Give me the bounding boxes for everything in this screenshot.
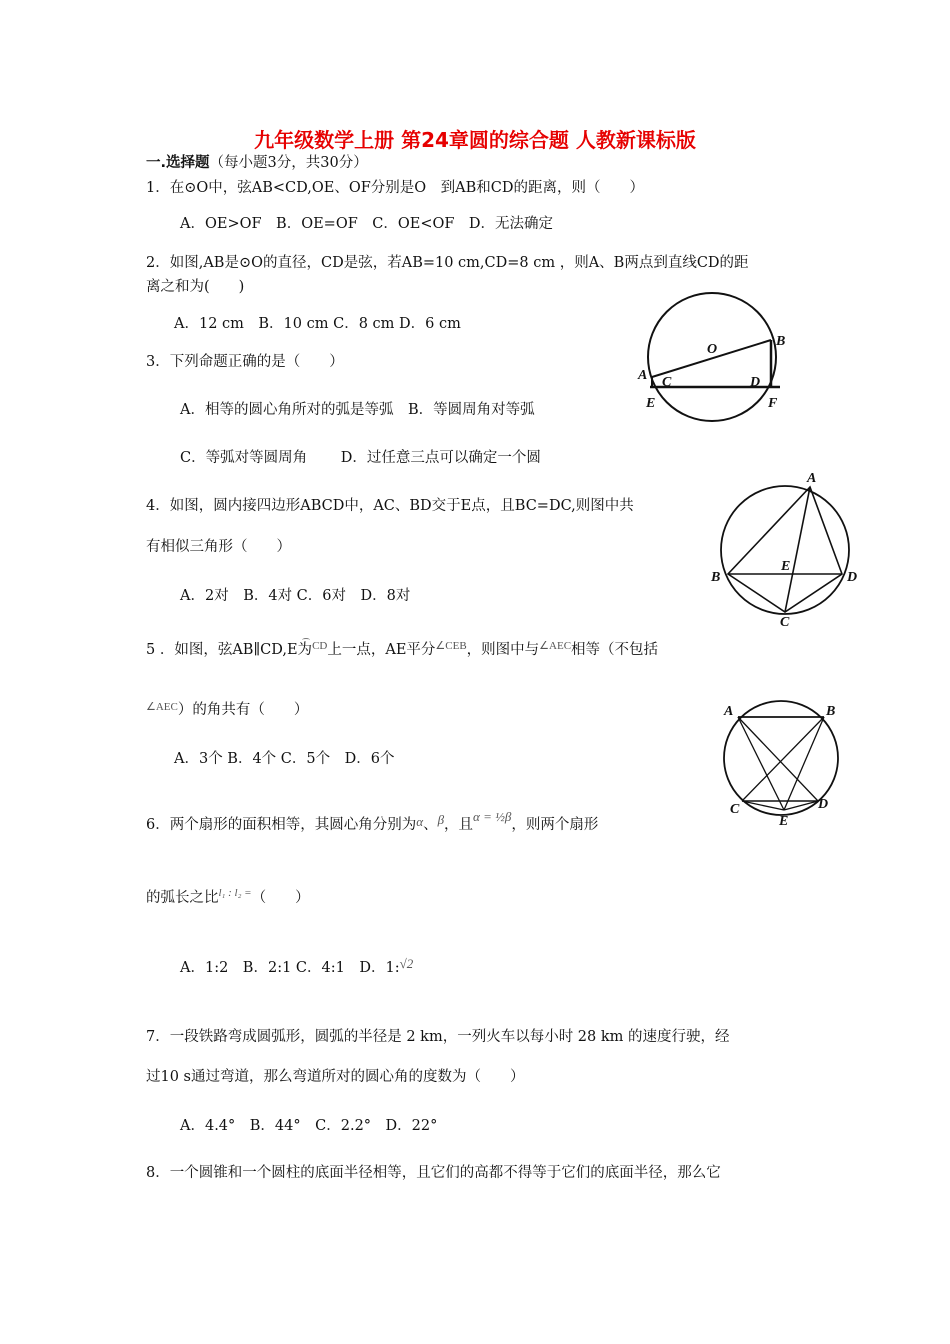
- section-note: （每小题3分，共30分）: [209, 155, 368, 171]
- fig4-label-b: B: [711, 570, 721, 585]
- fig5-label-d: D: [818, 797, 829, 812]
- q7-options: A．4.4° B．44° C．2.2° D．22°: [180, 1118, 438, 1134]
- q3-options-line1: A．相等的圆心角所对的弧是等弧 B．等圆周角对等弧: [180, 402, 535, 418]
- fig2-label-f: F: [768, 396, 778, 411]
- fig2-label-a: A: [638, 368, 648, 383]
- q5-stem-line2: [146, 700, 308, 721]
- q2-stem-line1: 2．如图,AB是⊙O的直径，CD是弦，若AB=10 cm,CD=8 cm ，则A、B两点到直线CD的距: [146, 255, 749, 271]
- fig2-label-c: C: [662, 375, 672, 390]
- q6-options-text: A．1:2 B．2:1 C．4:1 D．1:: [180, 960, 400, 976]
- q6-text-e: （ ）: [251, 890, 310, 906]
- q2-options: A．12 cm B．10 cm C．8 cm D．6 cm: [174, 316, 461, 332]
- fig4-label-d: D: [847, 570, 858, 585]
- q5-text-c: ，则图中与: [466, 642, 540, 658]
- fig4-quadrilateral: [728, 487, 842, 612]
- figure-q4-diagram: [705, 470, 865, 630]
- q4-options: A．2对 B．4对 C．6对 D．8对: [180, 588, 411, 604]
- fig4-diagonal-ac: [785, 487, 810, 612]
- q5-text-a: 5 ．如图，弦AB∥CD,E为: [146, 642, 313, 658]
- q4-stem-line1: 4．如图，圆内接四边形ABCD中，AC、BD交于E点，且BC=DC,则图中共: [146, 498, 634, 514]
- q5-angle-aec: ∠AEC: [539, 640, 572, 652]
- q6-relation: α = ½β: [473, 809, 512, 824]
- fig5-label-b: B: [826, 704, 836, 719]
- q6-options: [180, 958, 413, 978]
- q5-text-b: 上一点，AE平分: [327, 642, 436, 658]
- q5-angle-aec-2: ∠AEC: [146, 701, 178, 713]
- q5-arc-cd: CD: [312, 640, 327, 652]
- fig2-circle: [648, 293, 776, 421]
- q6-stem-line2: [146, 888, 310, 909]
- q4-stem-line2: 有相似三角形（ ）: [146, 539, 291, 555]
- fig2-label-o: O: [707, 342, 718, 357]
- q6-ratio: l₁ : l₂ =: [218, 887, 252, 899]
- arc-symbol-icon: [302, 638, 310, 642]
- q8-stem-line1: 8．一个圆锥和一个圆柱的底面半径相等，且它们的高都不得等于它们的底面半径，那么它: [146, 1165, 721, 1181]
- fig5-label-c: C: [730, 802, 740, 817]
- q7-stem-line2: 过10 s通过弯道，那么弯道所对的圆心角的度数为（ ）: [146, 1069, 525, 1085]
- fig4-label-c: C: [780, 615, 790, 630]
- fig5-line-ae: [738, 717, 784, 810]
- fig4-label-a: A: [807, 471, 817, 486]
- section-heading: 一.选择题: [146, 155, 210, 171]
- q6-text-a: 6．两个扇形的面积相等，其圆心角分别为: [146, 817, 417, 833]
- fig4-circle: [721, 486, 849, 614]
- q6-text-c: ，则两个扇形: [511, 817, 599, 833]
- fig2-label-e: E: [646, 396, 656, 411]
- q5-stem-line1: [146, 640, 658, 661]
- q1-stem: 1．在⊙O中，弦AB<CD,OE、OF分别是O 到AB和CD的距离，则（ ）: [146, 180, 645, 196]
- fig2-label-b: B: [776, 334, 786, 349]
- q6-sqrt: √2: [399, 956, 414, 971]
- q6-alpha: α: [416, 814, 424, 829]
- page-title: 九年级数学上册 第24章圆的综合题 人教新课标版: [254, 128, 696, 152]
- fig5-label-e: E: [779, 814, 789, 829]
- q6-text-b: ，且: [444, 817, 474, 833]
- q7-stem-line1: 7．一段铁路弯成圆弧形，圆弧的半径是 2 km，一列火车以每小时 28 km 的速度行驶，经: [146, 1029, 730, 1045]
- q5-text-d: 相等（不包括: [571, 642, 659, 658]
- fig4-label-e: E: [781, 559, 791, 574]
- figure-q5-diagram: [718, 698, 848, 828]
- q6-sep: 、: [423, 817, 438, 833]
- q1-options: A．OE>OF B．OE=OF C．OE<OF D．无法确定: [180, 216, 554, 232]
- q5-options: A．3个 B．4个 C．5个 D．6个: [174, 751, 395, 767]
- q3-stem: 3．下列命题正确的是（ ）: [146, 354, 344, 370]
- q5-angle-ceb: ∠CEB: [435, 640, 467, 652]
- q6-beta: β: [437, 812, 445, 827]
- fig5-label-a: A: [724, 704, 734, 719]
- fig2-label-d: D: [750, 375, 761, 390]
- q5-text-e: ）的角共有（ ）: [177, 702, 309, 718]
- q6-stem-line1: [146, 809, 599, 835]
- q3-options-line2: C．等弧对等圆周角 D．过任意三点可以确定一个圆: [180, 450, 541, 466]
- q2-stem-line2: 离之和为( ): [146, 279, 245, 295]
- q6-text-d: 的弧长之比: [146, 890, 219, 906]
- section-heading-line: [146, 153, 368, 173]
- fig5-line-bc: [742, 717, 824, 801]
- figure-q2-diagram: [630, 295, 800, 415]
